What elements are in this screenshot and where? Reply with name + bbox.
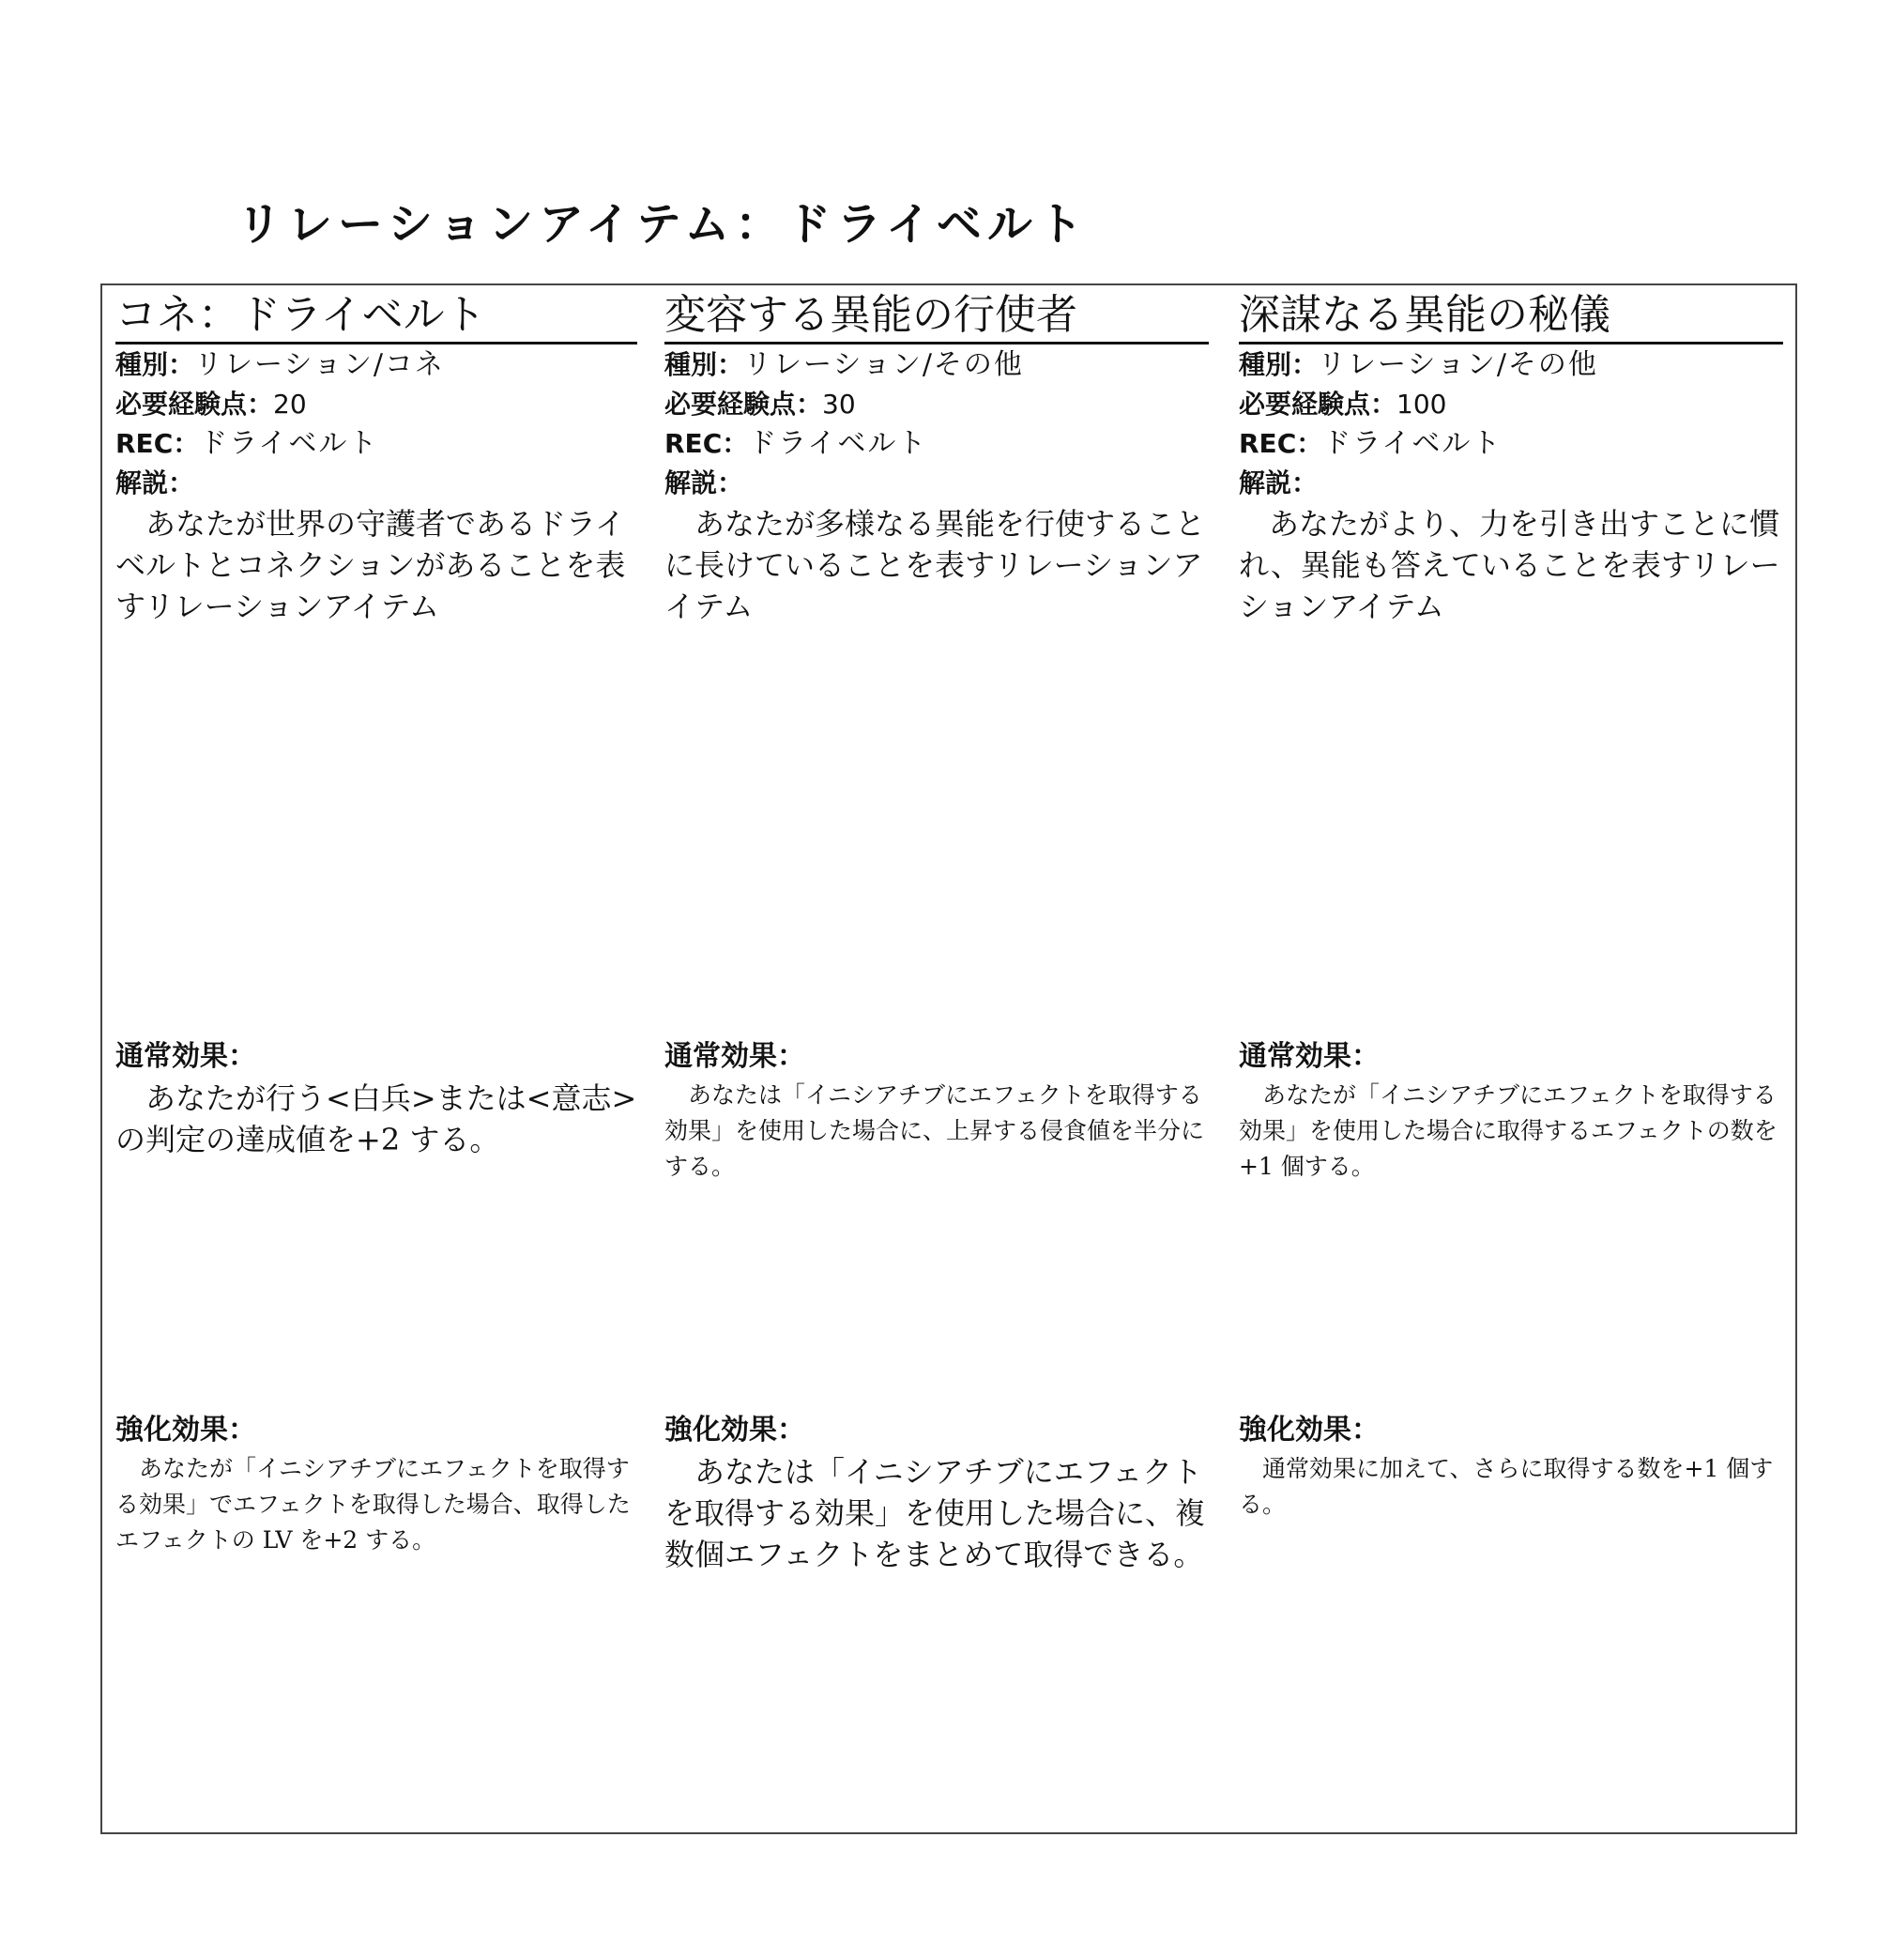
item-card-connection-dreibelt (115, 285, 637, 1832)
normal-effect-label: 通常効果： (664, 1040, 805, 1073)
item-card-transforming-wielder (664, 285, 1209, 1832)
xp-label: 必要経験点： (664, 389, 823, 420)
normal-effect-label: 通常効果： (115, 1040, 256, 1073)
item-description: あなたが多様なる異能を行使することに長けていることを表すリレーションアイテム (664, 506, 1206, 624)
enhanced-effect-text: 通常効果に加えて、さらに取得する数を+1 個する。 (1239, 1455, 1774, 1518)
rec-row (115, 424, 637, 464)
item-meta (1239, 345, 1783, 503)
item-description: あなたが世界の守護者であるドライベルトとコネクションがあることを表すリレーションアイテム (115, 506, 626, 624)
rec-value: ドライベルト (1322, 427, 1503, 460)
xp-label: 必要経験点： (1239, 389, 1397, 420)
rec-row (664, 424, 1209, 464)
type-value: リレーション/コネ (194, 348, 445, 381)
enhanced-effect-text: あなたは「イニシアチブにエフェクトを取得する効果」を使用した場合に、複数個エフェクトをまとめて取得できる。 (664, 1454, 1206, 1572)
xp-value: 100 (1396, 389, 1447, 420)
type-label: 種別： (664, 349, 744, 380)
item-card-profound-secret (1239, 285, 1783, 1832)
item-name: コネ：ドライベルト (115, 289, 637, 345)
rec-value: ドライベルト (199, 427, 379, 460)
rec-label: REC： (664, 428, 749, 459)
item-meta (664, 345, 1209, 503)
xp-value: 30 (822, 389, 856, 420)
desc-label-row (664, 464, 1209, 503)
desc-label-row (1239, 464, 1783, 503)
rec-label: REC： (115, 428, 200, 459)
normal-effect-text: あなたが「イニシアチブにエフェクトを取得する効果」を使用した場合に取得するエフェクトの数を+1 個する。 (1239, 1081, 1778, 1180)
type-row (1239, 345, 1783, 385)
rec-row (1239, 424, 1783, 464)
type-label: 種別： (115, 349, 195, 380)
type-value: リレーション/その他 (1318, 348, 1598, 381)
enhanced-effect-label: 強化効果： (115, 1414, 256, 1447)
xp-label: 必要経験点： (115, 389, 274, 420)
enhanced-effect-label: 強化効果： (1239, 1414, 1380, 1447)
type-row (664, 345, 1209, 385)
type-row (115, 345, 637, 385)
page-title: リレーションアイテム：ドライベルト (236, 198, 1089, 251)
rec-label: REC： (1239, 428, 1323, 459)
desc-label: 解説： (1239, 467, 1319, 498)
desc-label: 解説： (115, 467, 195, 498)
xp-row (664, 385, 1209, 424)
normal-effect-text: あなたが行う<白兵>または<意志>の判定の達成値を+2 する。 (115, 1080, 637, 1157)
rec-value: ドライベルト (748, 427, 928, 460)
xp-row (115, 385, 637, 424)
xp-row (1239, 385, 1783, 424)
desc-label: 解説： (664, 467, 744, 498)
enhanced-effect-text: あなたが「イニシアチブにエフェクトを取得する効果」でエフェクトを取得した場合、取得したエフェクトの LV を+2 する。 (115, 1455, 631, 1554)
xp-value: 20 (273, 389, 307, 420)
type-label: 種別： (1239, 349, 1319, 380)
item-meta (115, 345, 637, 503)
type-value: リレーション/その他 (743, 348, 1024, 381)
normal-effect-label: 通常効果： (1239, 1040, 1380, 1073)
item-name: 変容する異能の行使者 (664, 289, 1209, 345)
item-name: 深謀なる異能の秘儀 (1239, 289, 1783, 345)
enhanced-effect-label: 強化効果： (664, 1414, 805, 1447)
item-description: あなたがより、力を引き出すことに慣れ、異能も答えていることを表すリレーションアイテム (1239, 506, 1780, 624)
desc-label-row (115, 464, 637, 503)
normal-effect-text: あなたは「イニシアチブにエフェクトを取得する効果」を使用した場合に、上昇する侵食値を半分にする。 (664, 1081, 1205, 1180)
item-table-frame (100, 283, 1797, 1834)
